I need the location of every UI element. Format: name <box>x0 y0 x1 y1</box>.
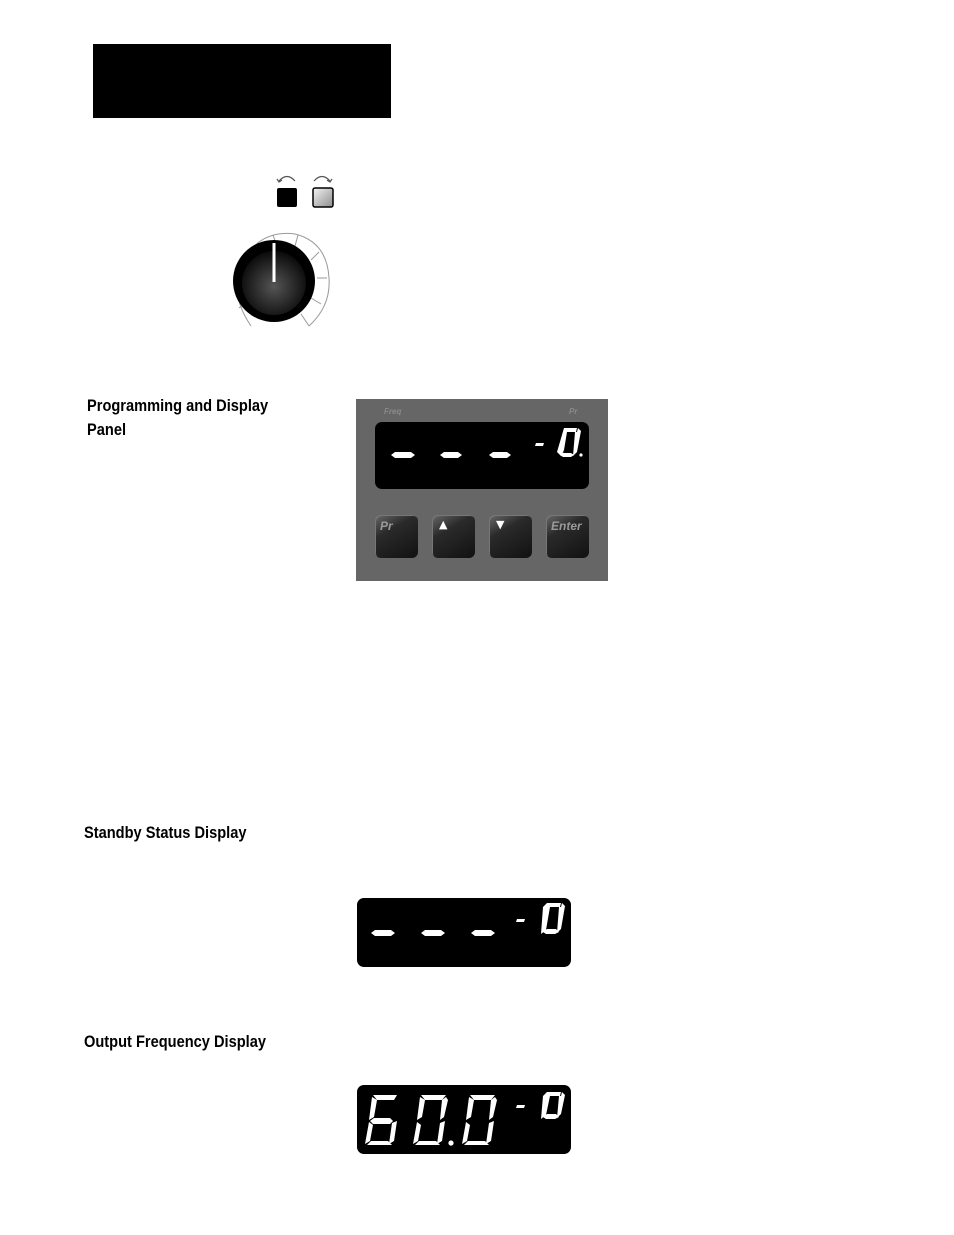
standby-status-display <box>357 898 571 967</box>
pr-key[interactable] <box>375 515 418 558</box>
enter-key[interactable] <box>546 515 589 558</box>
output-frequency-display <box>357 1085 571 1154</box>
pr-key-label: Pr <box>380 519 393 533</box>
enter-key-label: Enter <box>551 519 582 533</box>
speed-controls <box>225 168 345 333</box>
run-reverse-button[interactable] <box>313 188 333 207</box>
rotate-forward-icon <box>277 177 295 183</box>
speed-potentiometer-icon[interactable] <box>233 240 315 322</box>
pr-label: Pr <box>569 407 578 416</box>
heading-line-2: Panel <box>87 420 127 439</box>
rotate-reverse-icon <box>314 177 332 183</box>
freq-label: Freq <box>384 407 402 416</box>
standby-status-heading: Standby Status Display <box>84 823 247 842</box>
down-arrow-key[interactable] <box>489 515 532 558</box>
output-frequency-heading: Output Frequency Display <box>84 1032 266 1051</box>
standby-lcd-digits <box>357 898 571 967</box>
output-lcd-digits <box>357 1085 571 1154</box>
up-arrow-icon: ▲ <box>439 518 448 531</box>
header-bar <box>93 44 391 118</box>
run-forward-button[interactable] <box>277 188 297 207</box>
heading-line-1: Programming and Display <box>87 396 269 415</box>
programming-display-panel <box>356 399 608 581</box>
up-arrow-key[interactable] <box>432 515 475 558</box>
panel-lcd-display <box>375 422 589 489</box>
programming-panel-heading <box>87 394 268 442</box>
panel-lcd-digits <box>375 422 589 489</box>
down-arrow-icon: ▼ <box>496 518 505 531</box>
